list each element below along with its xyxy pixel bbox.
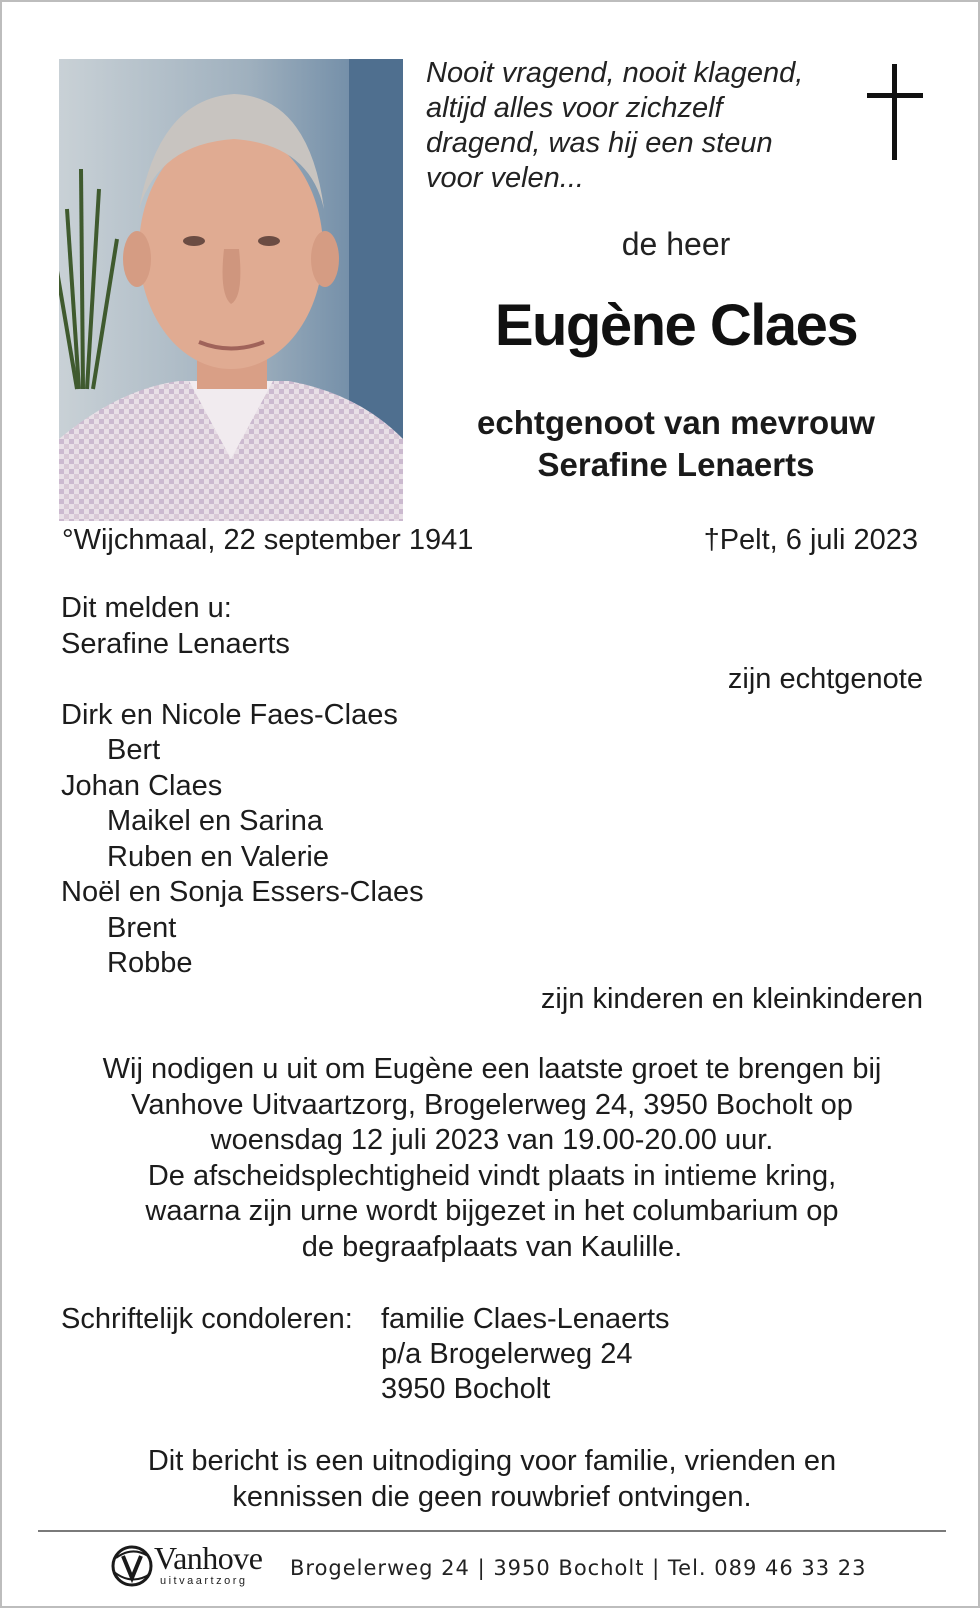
cross-icon: [867, 64, 923, 160]
spouse-line: echtgenoot van mevrouw: [477, 404, 875, 441]
spouse-name: Serafine Lenaerts: [537, 446, 815, 483]
family-member: Brent: [107, 911, 177, 944]
logo-name: Vanhove: [154, 1540, 263, 1576]
honorific: de heer: [621, 226, 731, 262]
family-member: Maikel en Sarina: [107, 805, 323, 837]
logo-subtitle: uitvaartzorg: [160, 1575, 248, 1587]
death-info: †Pelt, 6 juli 2023: [703, 524, 918, 556]
condolence-label: Schriftelijk condoleren:: [61, 1303, 353, 1335]
family-list: [61, 591, 923, 1017]
family-member: Dirk en Nicole Faes-Claes: [61, 698, 398, 731]
family-intro: Dit melden u:: [61, 592, 232, 624]
portrait-photo: [59, 59, 403, 521]
condolence-address-lines: [381, 1302, 670, 1407]
funeral-home-footer: [108, 1538, 948, 1598]
memorial-quote: [426, 56, 846, 196]
invitation-line: woensdag 12 juli 2023 van 19.00-20.00 uur.: [210, 1124, 774, 1156]
family-role: zijn kinderen en kleinkinderen: [540, 982, 923, 1015]
invitation-line: Wij nodigen u uit om Eugène een laatste groet te brengen bij: [102, 1053, 882, 1085]
notice-line: Dit bericht is een uitnodiging voor familie, vrienden en: [147, 1445, 837, 1477]
invitation-line: Vanhove Uitvaartzorg, Brogelerweg 24, 3950 Bocholt op: [131, 1088, 853, 1121]
family-member: Johan Claes: [61, 769, 223, 802]
family-member: Noël en Sonja Essers-Claes: [61, 876, 424, 908]
notice-text: [42, 1444, 942, 1515]
invitation-line: de begraafplaats van Kaulille.: [301, 1230, 683, 1263]
deceased-name: Eugène Claes: [494, 293, 858, 358]
quote-line: voor velen...: [426, 162, 584, 194]
family-member: Serafine Lenaerts: [61, 627, 290, 660]
family-role: zijn echtgenote: [727, 663, 923, 695]
address-line: familie Claes-Lenaerts: [381, 1303, 670, 1335]
family-member: Bert: [107, 734, 161, 766]
quote-line: altijd alles voor zichzelf: [426, 92, 723, 124]
family-member: Ruben en Valerie: [107, 840, 329, 873]
notice-line: kennissen die geen rouwbrief ontvingen.: [232, 1480, 752, 1513]
quote-line: dragend, was hij een steun: [426, 127, 773, 159]
quote-line: Nooit vragend, nooit klagend,: [426, 57, 804, 89]
invitation-line: De afscheidsplechtigheid vindt plaats in intieme kring,: [147, 1159, 837, 1192]
family-member: Robbe: [107, 947, 193, 979]
spouse-info: [426, 402, 926, 486]
portrait-illustration: [59, 59, 403, 521]
vanhove-logo-icon: [108, 1542, 156, 1590]
address-line: p/a Brogelerweg 24: [381, 1338, 633, 1370]
address-line: 3950 Bocholt: [381, 1373, 551, 1405]
invitation-text: [42, 1052, 942, 1265]
footer-divider: [38, 1530, 946, 1532]
birth-info: °Wijchmaal, 22 september 1941: [62, 524, 474, 556]
invitation-line: waarna zijn urne wordt bijgezet in het columbarium op: [145, 1195, 839, 1227]
contact-info: Brogelerweg 24 | 3950 Bocholt | Tel. 089 46 33 23: [290, 1556, 867, 1580]
